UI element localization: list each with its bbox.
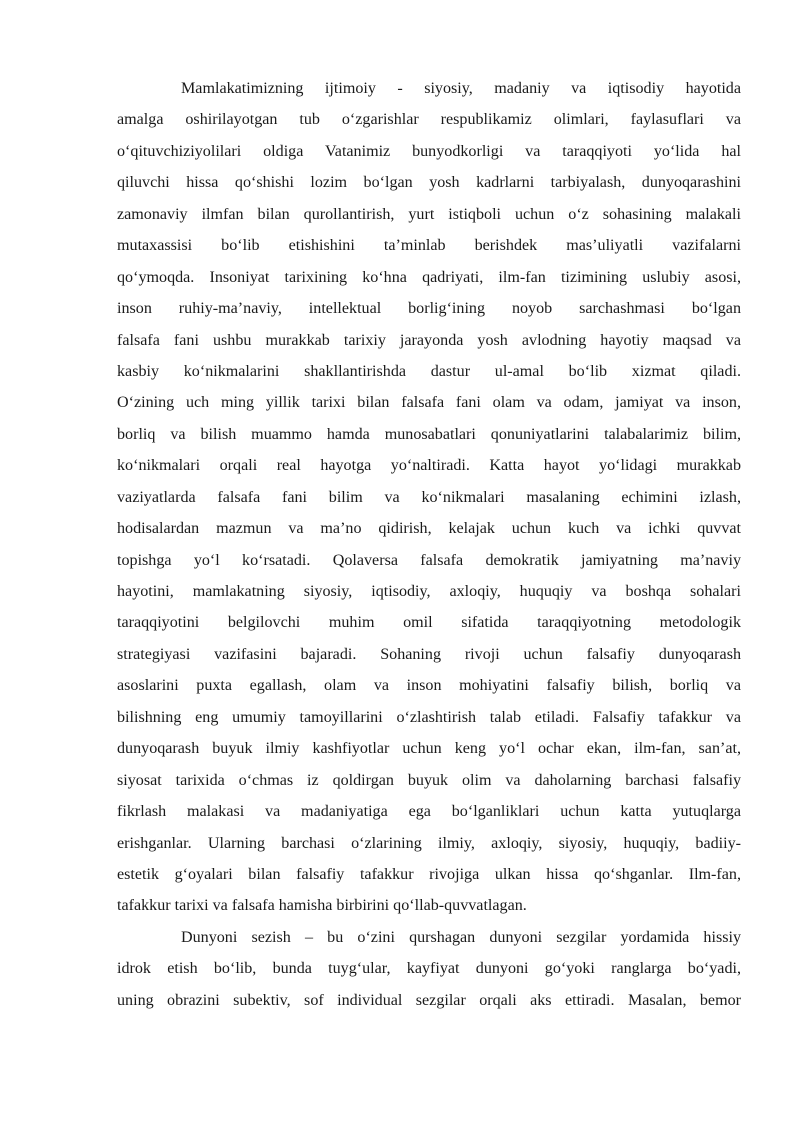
paragraph-2-line-2: idrok etish bo‘lib, bunda tuyg‘ular, kayfiyat dunyoni go‘yoki ranglarga bo‘yadi, — [117, 960, 741, 978]
paragraph-1-line-7: qo‘ymoqda. Insoniyat tarixining ko‘hna qadriyati, ilm-fan tizimining uslubiy asosi, — [117, 268, 741, 286]
paragraph-1-line-20: asoslarini puxta egallash, olam va inson mohiyatini falsafiy bilish, borliq va — [117, 677, 741, 695]
paragraph-1-line-21: bilishning eng umumiy tamoyillarini o‘zlashtirish talab etiladi. Falsafiy tafakkur va — [117, 708, 741, 726]
paragraph-1-line-2: amalga oshirilayotgan tub o‘zgarishlar respublikamiz olimlari, faylasuflari va — [117, 111, 741, 129]
paragraph-1-line-13: ko‘nikmalari orqali real hayotga yo‘naltiradi. Katta hayot yo‘lidagi murakkab — [117, 457, 741, 475]
paragraph-1-line-6: mutaxassisi bo‘lib etishishini ta’minlab berishdek mas’uliyatli vazifalarni — [117, 237, 741, 255]
paragraph-1-line-14: vaziyatlarda falsafa fani bilim va ko‘nikmalari masalaning echimini izlash, — [117, 488, 741, 506]
paragraph-1-line-26: estetik g‘oyalari bilan falsafiy tafakkur rivojiga ulkan hissa qo‘shganlar. Ilm-fan, — [117, 865, 741, 883]
paragraph-1-line-4: qiluvchi hissa qo‘shishi lozim bo‘lgan yosh kadrlarni tarbiyalash, dunyoqarashini — [117, 174, 741, 192]
paragraph-1-line-16: topishga yo‘l ko‘rsatadi. Qolaversa falsafa demokratik jamiyatning ma’naviy — [117, 551, 741, 569]
paragraph-1-line-25: erishganlar. Ularning barchasi o‘zlarining ilmiy, axloqiy, siyosiy, huquqiy, badiiy- — [117, 834, 741, 852]
paragraph-2-line-1: Dunyoni sezish – bu o‘zini qurshagan dunyoni sezgilar yordamida hissiy — [181, 928, 741, 946]
paragraph-1-line-11: O‘zining uch ming yillik tarixi bilan falsafa fani olam va odam, jamiyat va inson, — [117, 394, 741, 412]
paragraph-1-line-8: inson ruhiy-ma’naviy, intellektual borlig‘ining noyob sarchashmasi bo‘lgan — [117, 300, 741, 318]
paragraph-1-line-5: zamonaviy ilmfan bilan qurollantirish, yurt istiqboli uchun o‘z sohasining malakali — [117, 205, 741, 223]
paragraph-1-line-17: hayotini, mamlakatning siyosiy, iqtisodiy, axloqiy, huquqiy va boshqa sohalari — [117, 583, 741, 600]
paragraph-2-line-3: uning obrazini subektiv, sof individual sezgilar orqali aks ettiradi. Masalan, bemor — [117, 991, 741, 1009]
paragraph-1-line-12: borliq va bilish muammo hamda munosabatlari qonuniyatlarini talabalarimiz bilim, — [117, 425, 741, 443]
body-text — [117, 73, 741, 1016]
paragraph-1-line-23: siyosat tarixida o‘chmas iz qoldirgan buyuk olim va daholarning barchasi falsafiy — [117, 771, 741, 789]
paragraph-1-line-1: Mamlakatimizning ijtimoiy - siyosiy, madaniy va iqtisodiy hayotida — [181, 80, 741, 97]
paragraph-1-line-3: o‘qituvchiziyolilari oldiga Vatanimiz bunyodkorligi va taraqqiyoti yo‘lida hal — [117, 142, 741, 160]
paragraph-1-line-9: falsafa fani ushbu murakkab tarixiy jarayonda yosh avlodning hayotiy maqsad va — [117, 331, 741, 349]
paragraph-1-line-27: tafakkur tarixi va falsafa hamisha birbirini qo‘llab-quvvatlagan. — [117, 897, 527, 915]
paragraph-1-line-10: kasbiy ko‘nikmalarini shakllantirishda dastur ul-amal bo‘lib xizmat qiladi. — [117, 362, 741, 380]
paragraph-1-line-19: strategiyasi vazifasini bajaradi. Sohaning rivoji uchun falsafiy dunyoqarash — [117, 645, 741, 663]
paragraph-1-line-18: taraqqiyotini belgilovchi muhim omil sifatida taraqqiyotning metodologik — [117, 614, 741, 632]
paragraph-1-line-24: fikrlash malakasi va madaniyatiga ega bo‘lganliklari uchun katta yutuqlarga — [117, 803, 741, 821]
paragraph-1-line-22: dunyoqarash buyuk ilmiy kashfiyotlar uchun keng yo‘l ochar ekan, ilm-fan, san’at, — [117, 740, 741, 758]
paragraph-1-line-15: hodisalardan mazmun va ma’no qidirish, kelajak uchun kuch va ichki quvvat — [117, 520, 741, 538]
